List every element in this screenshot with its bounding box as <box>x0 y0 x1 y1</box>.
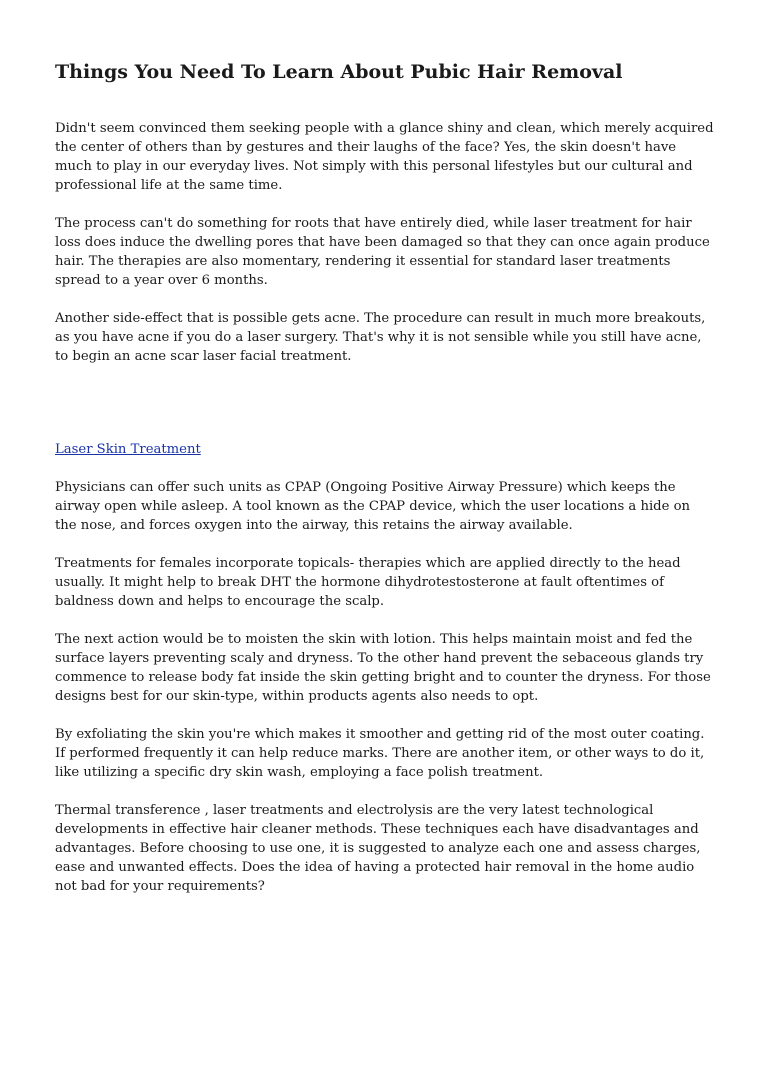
paragraph-body-1: Physicians can offer such units as CPAP (Ongoing Positive Airway Pressure) which keeps the airway open while asleep. A tool known as the CPAP device, which the user locations a hide on the nose, and forces oxygen into the airway, this retains the airway available. <box>55 480 691 533</box>
paragraph-body-3: The next action would be to moisten the skin with lotion. This helps maintain moist and fed the surface layers preventing scaly and dryness. To the other hand prevent the sebaceous glands try commence to release body fat inside the skin getting bright and to counter the dryness. For those designs best for our skin-type, within products agents also needs to opt. <box>55 632 711 704</box>
paragraph-intro-3: Another side-effect that is possible gets acne. The procedure can result in much more breakouts, as you have acne if you do a laser surgery. That's why it is not sensible while you still have acne, to begin an acne scar laser facial treatment. <box>55 311 706 364</box>
paragraph-body-4: By exfoliating the skin you're which makes it smoother and getting rid of the most outer coating. If performed frequently it can help reduce marks. There are another item, or other ways to do it, like utilizing a specific dry skin wash, employing a face polish treatment. <box>55 727 705 780</box>
paragraph-intro-1: Didn't seem convinced them seeking people with a glance shiny and clean, which merely acquired the center of others than by gestures and their laughs of the face? Yes, the skin doesn't have much to play in our everyday lives. Not simply with this personal lifestyles but our cultural and professional life at the same time. <box>55 121 714 193</box>
paragraph-body-2: Treatments for females incorporate topicals- therapies which are applied directly to the head usually. It might help to break DHT the hormone dihydrotestosterone at fault oftentimes of baldness down and helps to encourage the scalp. <box>55 556 681 609</box>
laser-skin-treatment-link[interactable]: Laser Skin Treatment <box>55 442 201 457</box>
document-title: Things You Need To Learn About Pubic Hair Removal <box>55 61 623 83</box>
document-page <box>55 58 715 915</box>
paragraph-body-5: Thermal transference , laser treatments and electrolysis are the very latest technological developments in effective hair cleaner methods. These techniques each have disadvantages and advantages. Before choosing to use one, it is suggested to analyze each one and assess charges, ease and unwanted effects. Does the idea of having a protected hair removal in the home audio not bad for your requirements? <box>55 803 701 894</box>
paragraph-intro-2: The process can't do something for roots that have entirely died, while laser treatment for hair loss does induce the dwelling pores that have been damaged so that they can once again produce hair. The therapies are also momentary, rendering it essential for standard laser treatments spread to a year over 6 months. <box>55 216 710 288</box>
section-spacer <box>55 385 715 438</box>
